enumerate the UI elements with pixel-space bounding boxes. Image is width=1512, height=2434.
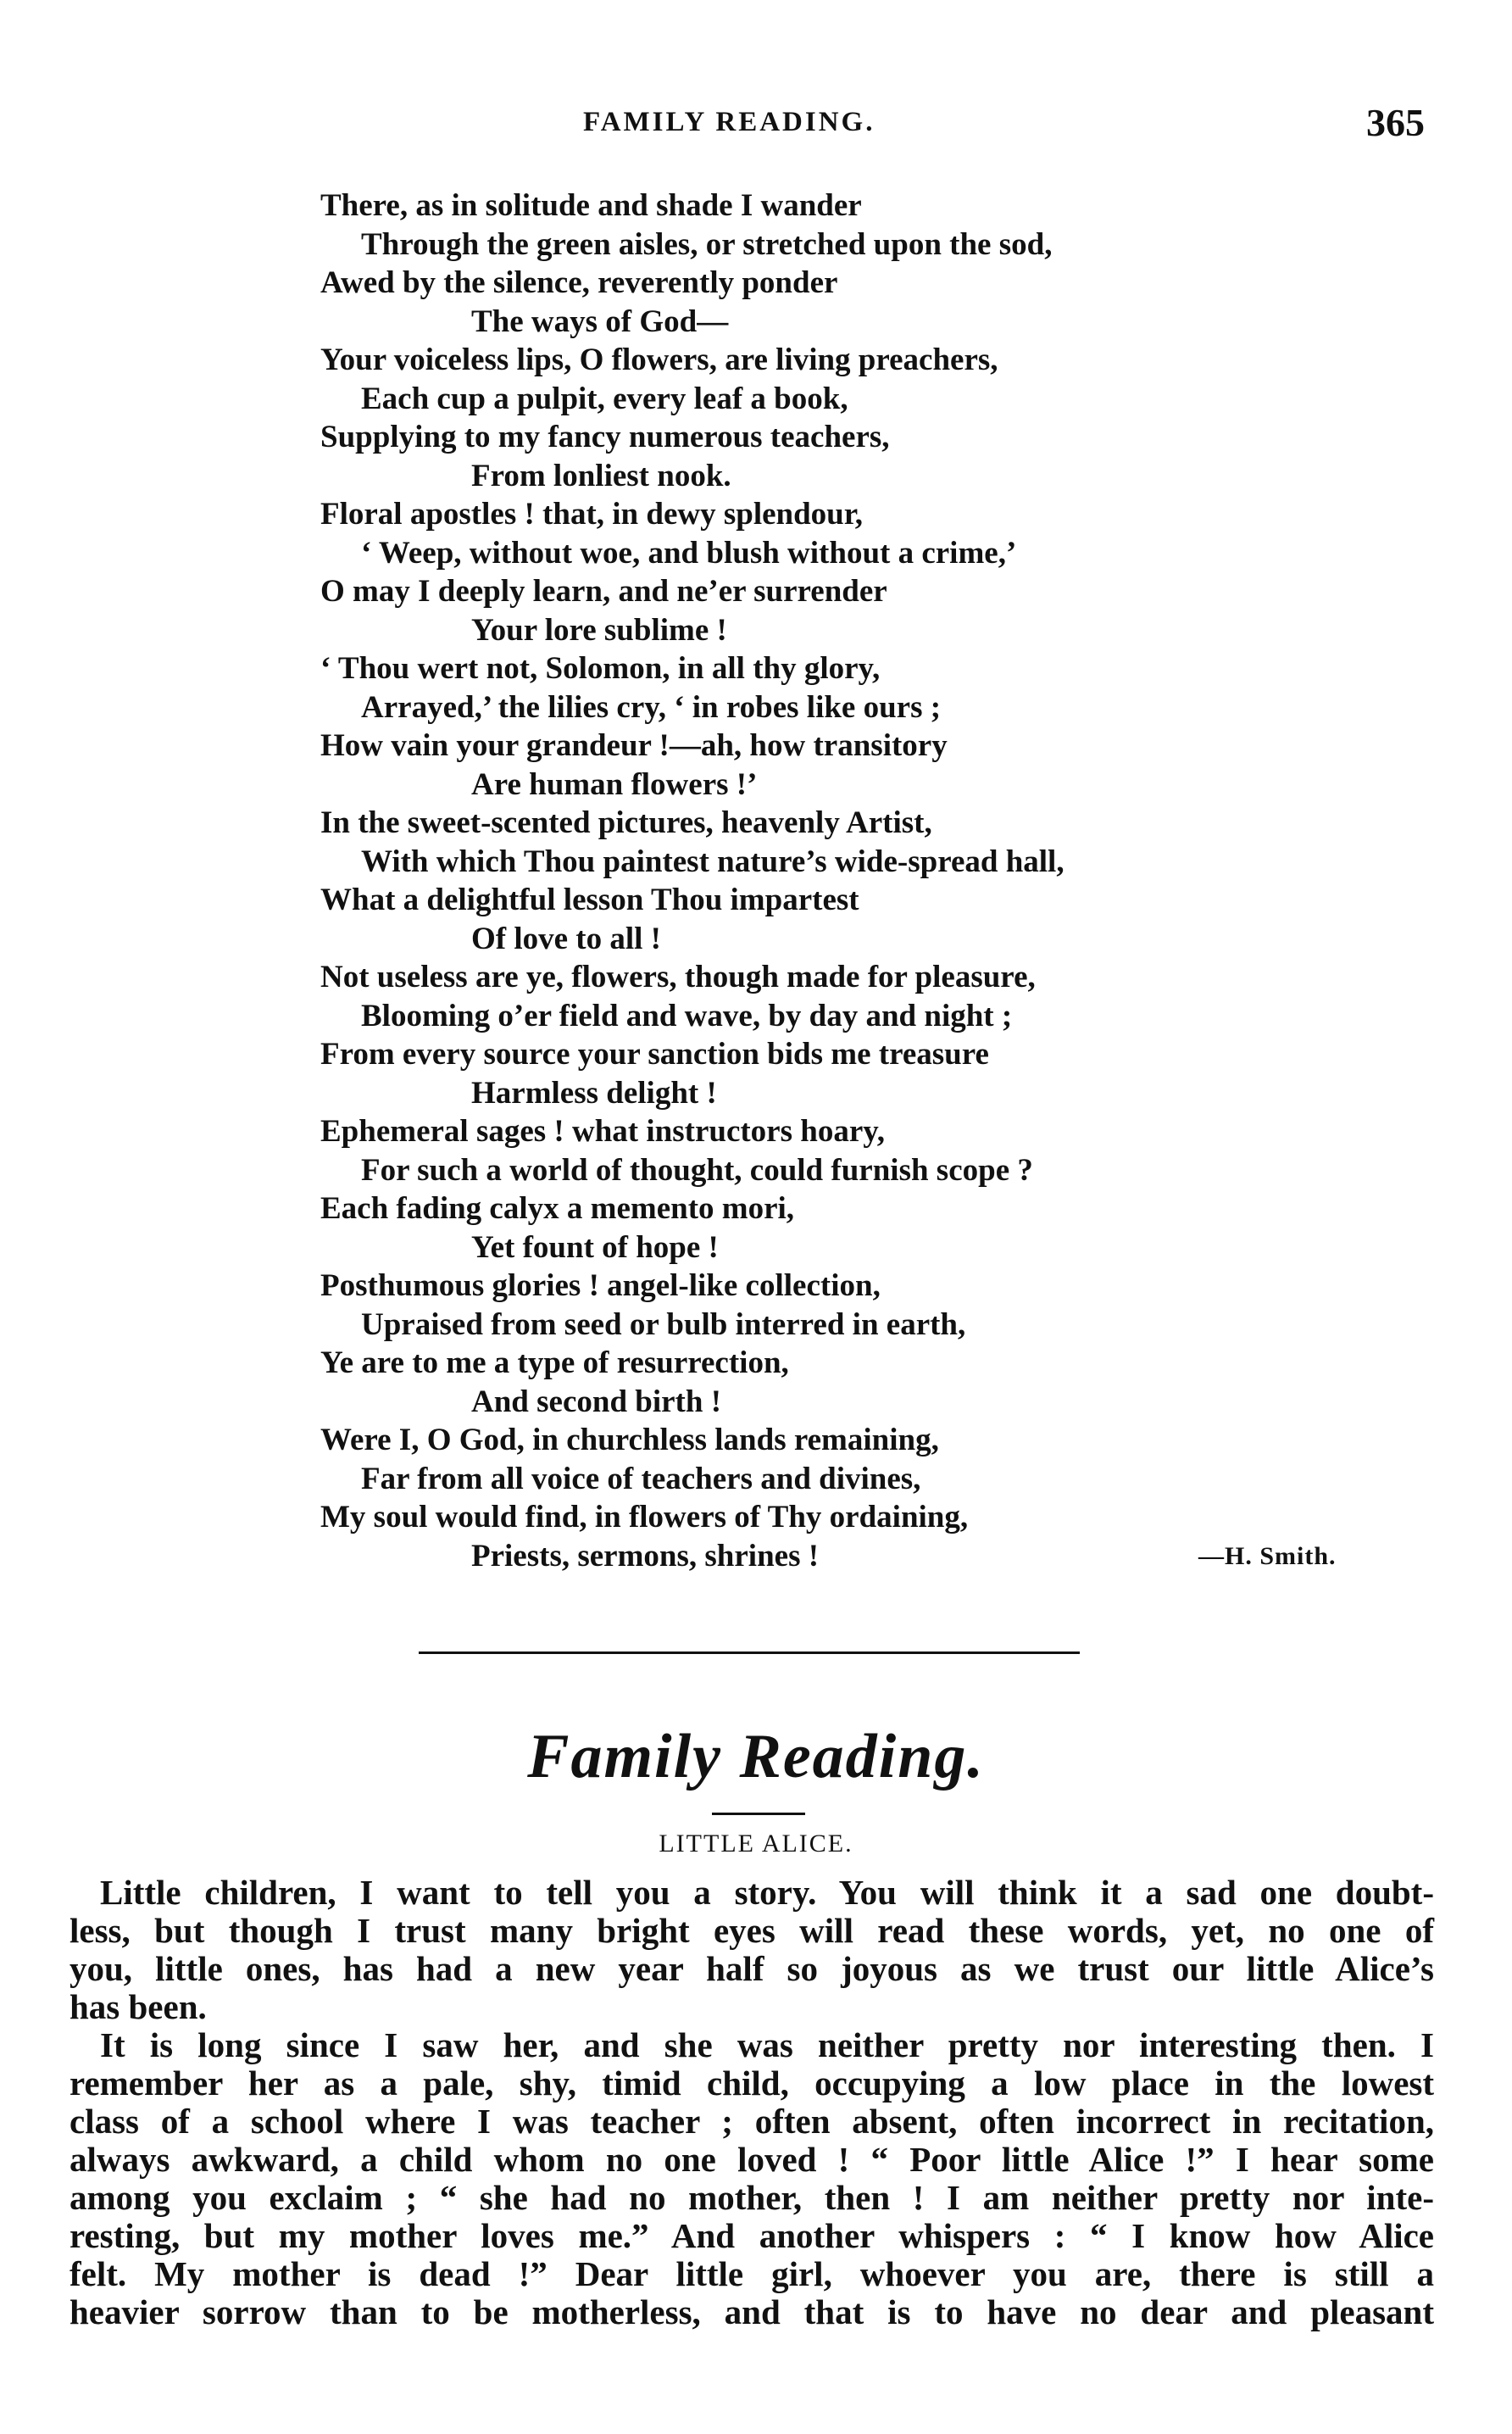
page-number: 365 (1366, 101, 1425, 144)
poem-line: My soul would find, in flowers of Thy ordaining, (320, 1500, 969, 1534)
poem-line: With which Thou paintest nature’s wide-spread hall, (361, 844, 1065, 879)
poem (320, 187, 1422, 1575)
poem-line: The ways of God— (471, 304, 729, 339)
text-line: It is long since I saw her, and she was neither pretty nor interesting then. I (100, 2025, 1434, 2064)
poem-line: Each cup a pulpit, every leaf a book, (361, 381, 848, 416)
poem-line: For such a world of thought, could furnish scope ? (361, 1152, 1033, 1188)
poem-stanza (320, 495, 1422, 649)
poem-line: Your voiceless lips, O flowers, are living preachers, (320, 343, 998, 377)
running-head: FAMILY READING. (583, 107, 876, 137)
poem-line: How vain your grandeur !—ah, how transitory (320, 728, 948, 763)
text-line: remember her as a pale, shy, timid child, occupying a low place in the lowest (69, 2064, 1434, 2103)
poem-stanza (320, 1421, 1422, 1575)
text-line: felt. My mother is dead !” Dear little girl, whoever you are, there is still a (69, 2254, 1434, 2293)
poem-line: Awed by the silence, reverently ponder (320, 265, 838, 300)
poem-line: What a delightful lesson Thou impartest (320, 883, 859, 917)
text-line: resting, but my mother loves me.” And another whispers : “ I know how Alice (69, 2216, 1434, 2255)
text-line: among you exclaim ; “ she had no mother, then ! I am neither pretty nor inte- (69, 2178, 1434, 2217)
poem-line: Your lore sublime ! (471, 612, 727, 648)
text-line: Little children, I want to tell you a story. You will think it a sad one doubt- (100, 1873, 1434, 1912)
poem-line: Far from all voice of teachers and divines, (361, 1461, 921, 1496)
text-line: heavier sorrow than to be motherless, and that is to have no dear and pleasant (69, 2292, 1434, 2331)
poem-line: Upraised from seed or bulb interred in earth, (361, 1306, 966, 1342)
poem-line: From every source your sanction bids me treasure (320, 1037, 989, 1072)
poem-line: Arrayed,’ the lilies cry, ‘ in robes like ours ; (361, 689, 942, 725)
title-underline (712, 1813, 805, 1815)
poem-stanza (320, 958, 1422, 1112)
poem-line: Through the green aisles, or stretched upon the sod, (361, 226, 1053, 262)
poem-line: Priests, sermons, shrines ! (471, 1538, 820, 1573)
poem-attribution: —H. Smith. (1198, 1541, 1337, 1570)
text-line: has been. (69, 1987, 207, 2026)
section-title: Family Reading. (527, 1722, 985, 1791)
poem-line: O may I deeply learn, and ne’er surrender (320, 574, 887, 609)
section-divider (419, 1651, 1080, 1654)
poem-line: Blooming o’er field and wave, by day and night ; (361, 998, 1013, 1033)
text-line: always awkward, a child whom no one loved ! “ Poor little Alice !” I hear some (69, 2140, 1434, 2179)
story-text (69, 1874, 1434, 2331)
poem-line: Of love to all ! (471, 921, 662, 956)
poem-line: ‘ Thou wert not, Solomon, in all thy glory, (320, 651, 881, 686)
poem-stanza (320, 804, 1422, 958)
poem-stanza (320, 1112, 1422, 1267)
poem-stanza (320, 1267, 1422, 1421)
poem-line: Yet fount of hope ! (471, 1229, 719, 1265)
poem-line: Each fading calyx a memento mori, (320, 1191, 795, 1226)
poem-line: Ephemeral sages ! what instructors hoary, (320, 1114, 885, 1149)
poem-line: Are human flowers !’ (471, 766, 758, 802)
poem-line: In the sweet-scented pictures, heavenly Artist, (320, 805, 932, 840)
poem-line: Not useless are ye, flowers, though made for pleasure, (320, 960, 1036, 994)
poem-stanza (320, 341, 1422, 495)
poem-line: Posthumous glories ! angel-like collection, (320, 1268, 881, 1303)
text-line: class of a school where I was teacher ; often absent, often incorrect in recitation, (69, 2102, 1434, 2141)
page-header (0, 100, 1512, 151)
story-title: LITTLE ALICE. (659, 1830, 853, 1858)
poem-line: There, as in solitude and shade I wander (320, 188, 862, 223)
poem-line: ‘ Weep, without woe, and blush without a crime,’ (361, 535, 1017, 571)
poem-line: Supplying to my fancy numerous teachers, (320, 420, 890, 454)
poem-line: Were I, O God, in churchless lands remaining, (320, 1423, 939, 1457)
poem-line: Ye are to me a type of resurrection, (320, 1345, 789, 1380)
text-line: less, but though I trust many bright eyes will read these words, yet, no one of (69, 1911, 1434, 1950)
poem-line: Floral apostles ! that, in dewy splendour, (320, 497, 864, 532)
poem-final-line-row (320, 1537, 1422, 1576)
text-line: you, little ones, has had a new year half so joyous as we trust our little Alice’s (69, 1949, 1434, 1988)
poem-line: And second birth ! (471, 1384, 722, 1419)
poem-line: From lonliest nook. (471, 458, 731, 493)
poem-line: Harmless delight ! (471, 1075, 717, 1111)
poem-stanza (320, 649, 1422, 804)
poem-stanza (320, 187, 1422, 341)
